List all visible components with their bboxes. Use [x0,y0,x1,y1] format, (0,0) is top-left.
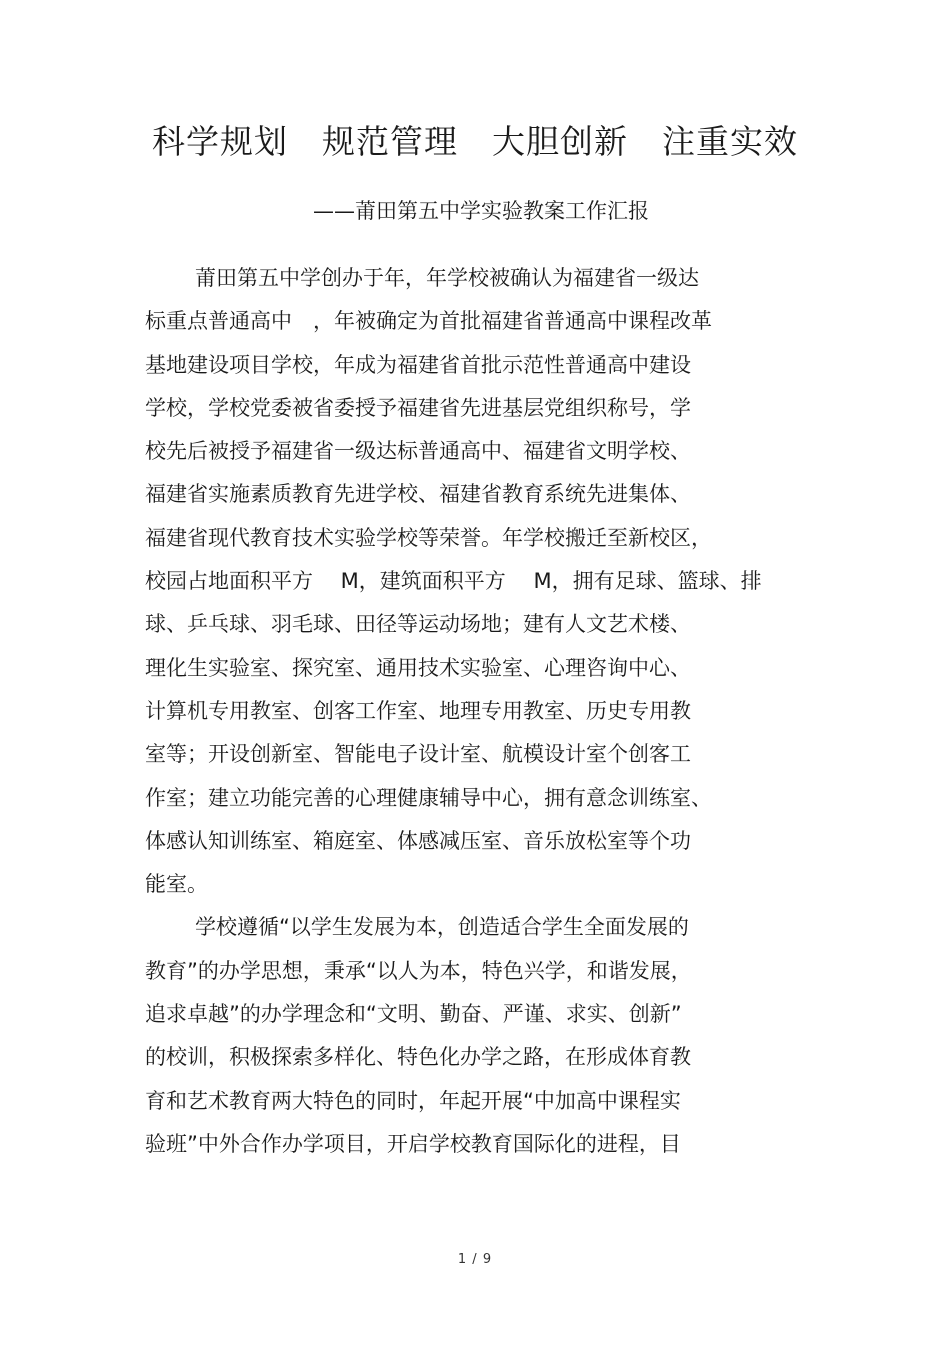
paragraph-1-line: 校先后被授予福建省一级达标普通高中、福建省文明学校、 [145,439,691,464]
paragraph-1-line: 学校，学校党委被省委授予福建省先进基层党组织称号，学 [145,395,691,420]
paragraph-1-line: 福建省现代教育技术实验学校等荣誉。年学校搬迁至新校区， [145,525,712,550]
paragraph-2-line: 教育”的办学思想，秉承“以人为本，特色兴学，和谐发展， [145,958,692,983]
paragraph-1-line: 球、乒乓球、羽毛球、田径等运动场地；建有人文艺术楼、 [145,612,691,637]
paragraph-1-line: 体感认知训练室、箱庭室、体感减压室、音乐放松室等个功 [145,828,691,853]
paragraph-1-line: 理化生实验室、探究室、通用技术实验室、心理咨询中心、 [145,655,691,680]
paragraph-1-line: 作室；建立功能完善的心理健康辅导中心，拥有意念训练室、 [145,785,712,810]
paragraph-2-line: 追求卓越”的办学理念和“文明、勤奋、严谨、求实、创新” [145,1002,682,1027]
paragraph-1-line: 基地建设项目学校，年成为福建省首批示范性普通高中建设 [145,352,691,377]
paragraph-2-line: 育和艺术教育两大特色的同时，年起开展“中加高中课程实 [145,1088,681,1113]
paragraph-1-line: 标重点普通高中 ，年被确定为首批福建省普通高中课程改革 [145,309,712,334]
body-text [145,257,810,1166]
paragraph-2-line: 的校训，积极探索多样化、特色化办学之路，在形成体育教 [145,1045,691,1070]
paragraph-1-line: 能室。 [145,872,208,897]
paragraph-2-line: 验班”中外合作办学项目，开启学校教育国际化的进程，目 [145,1131,681,1156]
paragraph-1-line: 计算机专用教室、创客工作室、地理专用教室、历史专用教 [145,698,691,723]
paragraph-1-line: 莆田第五中学创办于年，年学校被确认为福建省一级达 [195,266,699,290]
paragraph-1-line: 校园占地面积平方 M，建筑面积平方 M，拥有足球、篮球、排 [145,569,762,594]
paragraph-2-line: 学校遵循“以学生发展为本，创造适合学生全面发展的 [195,915,689,940]
document-title: 科学规划 规范管理 大胆创新 注重实效 [152,122,798,161]
paragraph-1-line: 室等；开设创新室、智能电子设计室、航模设计室个创客工 [145,742,691,767]
document-subtitle: ——莆田第五中学实验教案工作汇报 [313,199,649,223]
paragraph-1-line: 福建省实施素质教育先进学校、福建省教育系统先进集体、 [145,482,691,507]
page-number: 1 / 9 [457,1252,493,1267]
